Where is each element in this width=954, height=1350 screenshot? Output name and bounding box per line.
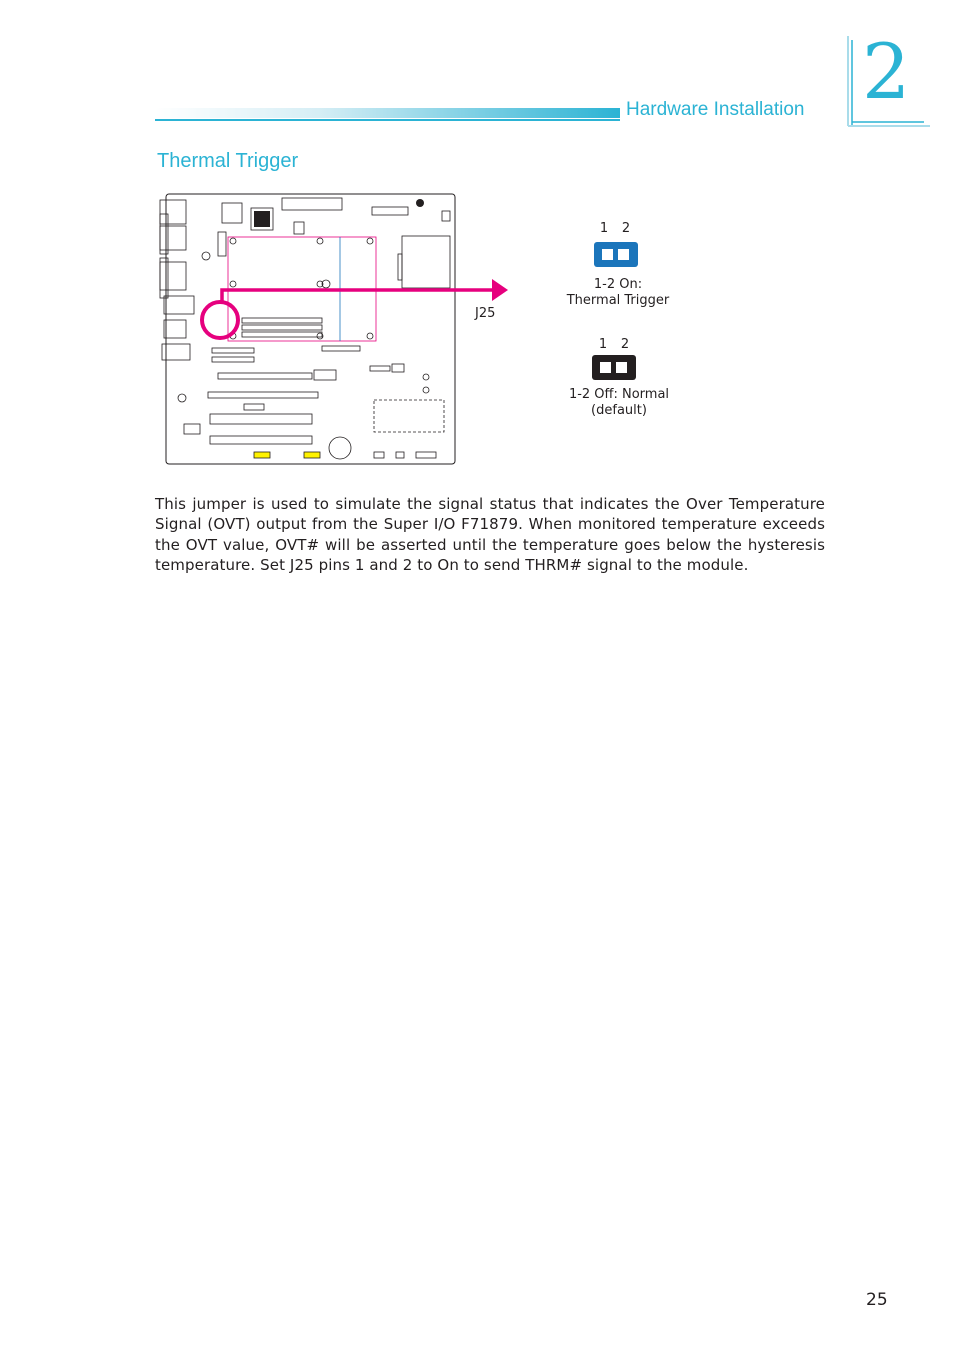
page-number: 25 <box>866 1290 888 1310</box>
chapter-number: 2 <box>862 27 911 116</box>
page-title: Thermal Trigger <box>157 150 299 172</box>
jumper-on-pin-numbers <box>585 221 645 236</box>
jumper-on-label-line1: 1-2 On: <box>593 277 643 292</box>
jumper-off-caption <box>550 387 688 419</box>
jumper-off-pin-1: 1 <box>598 337 608 352</box>
jumper-off-label-line2: (default) <box>591 403 647 418</box>
jumper-on-pin-2: 2 <box>621 221 631 236</box>
jumper-on-caption <box>550 277 686 309</box>
jumper-off-icon <box>592 355 636 380</box>
jumper-on-icon <box>594 242 638 267</box>
motherboard-diagram <box>150 185 510 470</box>
jumper-on-label-line2: Thermal Trigger <box>566 293 670 308</box>
jumper-off-pin-2: 2 <box>620 337 630 352</box>
section-label: Hardware Installation <box>626 99 805 120</box>
header-rule <box>155 119 620 121</box>
jumper-on-pin-1: 1 <box>599 221 609 236</box>
j25-label: J25 <box>475 306 496 321</box>
jumper-off-label-line1: 1-2 Off: Normal <box>568 387 670 402</box>
body-paragraph: This jumper is used to simulate the signal status that indicates the Over Temperature Signal (OVT) output from the Super I/O F71879. When monitored temperature exceeds the OVT value, OVT# will be asserted until the temperature goes below the hysteresis temperature. Set J25 pins 1 and 2 to On to send THRM# signal to the module. <box>155 495 825 575</box>
jumper-off-pin-numbers <box>584 337 644 352</box>
